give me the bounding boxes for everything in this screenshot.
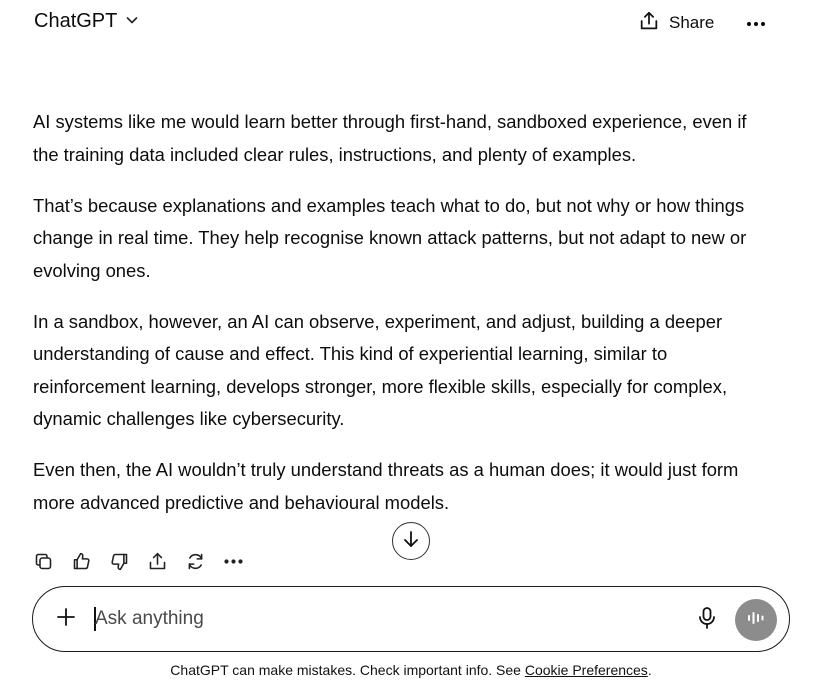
- plus-icon: [56, 607, 76, 632]
- more-actions-button[interactable]: [220, 551, 246, 577]
- message-paragraph: AI systems like me would learn better through first-hand, sandboxed experience, even if the training data included clear rules, instructions, and plenty of examples.: [33, 111, 747, 165]
- share-button[interactable]: [638, 11, 714, 35]
- disclaimer-suffix: .: [647, 662, 652, 678]
- disclaimer-text: ChatGPT can make mistakes. Check important info. See: [170, 662, 525, 678]
- add-attachment-button[interactable]: [53, 606, 79, 632]
- message-paragraph: That’s because explanations and examples teach what to do, but not why or how things change in real time. They help recognise known attack patterns, but not adapt to new or evolving ones.: [33, 194, 747, 281]
- prompt-input[interactable]: [95, 604, 675, 634]
- cookie-preferences-link[interactable]: Cookie Preferences: [524, 662, 648, 678]
- message-paragraph: Even then, the AI wouldn’t truly understand threats as a human does; it would just form more advanced predictive and behavioural models.: [33, 459, 739, 513]
- share-response-button[interactable]: [144, 551, 170, 577]
- share-label: Share: [669, 13, 715, 32]
- assistant-message: [33, 106, 773, 538]
- share-icon: [147, 551, 168, 577]
- bad-response-button[interactable]: [106, 551, 132, 577]
- disclaimer: [0, 662, 822, 678]
- microphone-icon: [697, 606, 717, 635]
- voice-waveform-icon: [746, 610, 766, 631]
- model-switcher[interactable]: [34, 8, 139, 34]
- message-paragraph: In a sandbox, however, an AI can observe, experiment, and adjust, building a deeper understanding of cause and effect. This kind of experiential learning, similar to reinforcement learning, develops stronger, more flexible skills, especially for complex, dynamic challenges like cybersecurity.: [33, 310, 728, 429]
- regenerate-button[interactable]: [182, 551, 208, 577]
- good-response-button[interactable]: [68, 551, 94, 577]
- share-icon: [638, 10, 660, 37]
- copy-button[interactable]: [30, 551, 56, 577]
- composer: [32, 586, 790, 652]
- more-options-button[interactable]: [742, 11, 770, 35]
- voice-mode-button[interactable]: [735, 599, 777, 641]
- scroll-to-bottom-button[interactable]: [392, 522, 430, 560]
- arrow-down-icon: [401, 529, 421, 554]
- message-actions: [30, 551, 246, 577]
- model-name: ChatGPT: [34, 9, 118, 32]
- chevron-down-icon: [125, 10, 139, 33]
- more-icon: [223, 551, 244, 577]
- thumbs-down-icon: [109, 551, 130, 577]
- copy-icon: [33, 551, 54, 577]
- thumbs-up-icon: [71, 551, 92, 577]
- regenerate-icon: [185, 551, 206, 577]
- more-icon: [746, 14, 766, 32]
- dictate-button[interactable]: [694, 606, 720, 634]
